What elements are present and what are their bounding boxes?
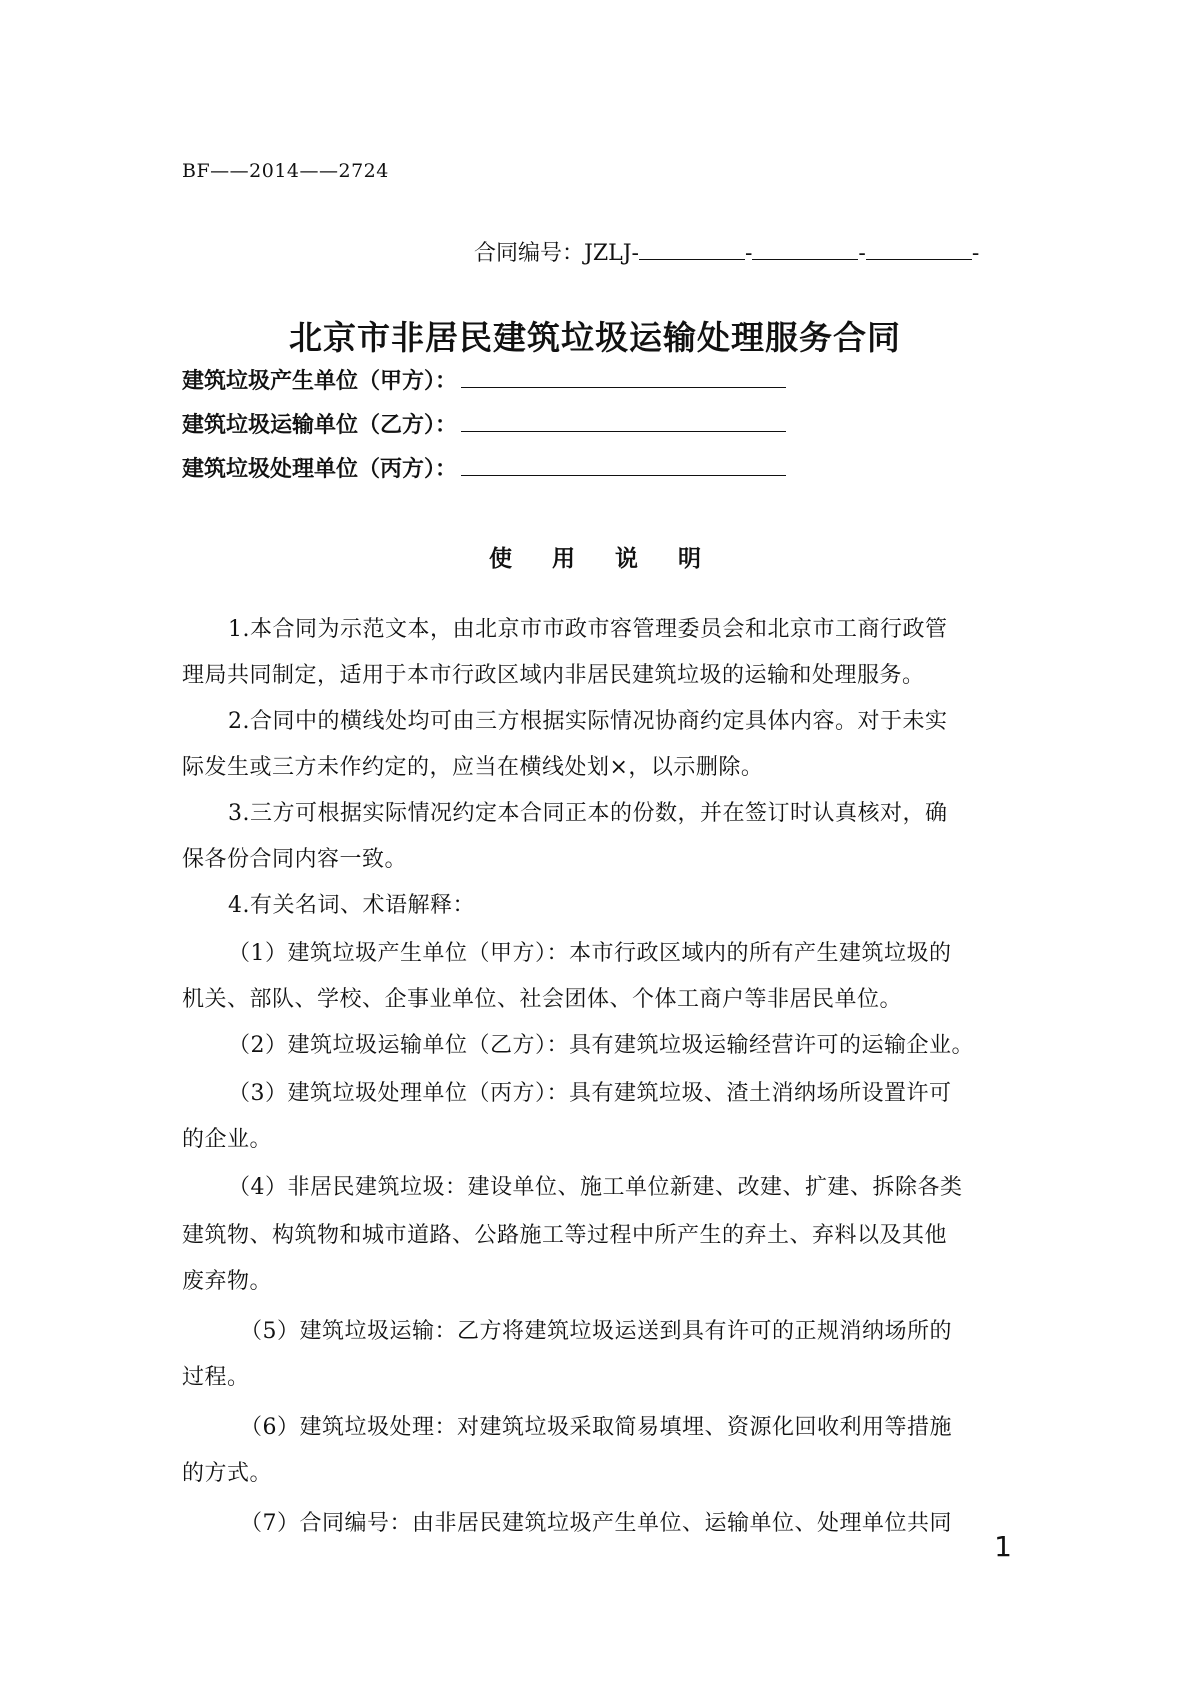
page-number: 1 — [994, 1530, 1012, 1563]
paragraph-line: （2）建筑垃圾运输单位（乙方）：具有建筑垃圾运输经营许可的运输企业。 — [228, 1033, 974, 1058]
contract-number — [474, 236, 979, 267]
party-a-field — [182, 364, 786, 395]
party-c-field — [182, 452, 786, 483]
party-b-blank-line — [461, 409, 786, 432]
paragraph-line: （1）建筑垃圾产生单位（甲方）：本市行政区域内的所有产生建筑垃圾的 — [228, 941, 952, 966]
paragraph-line: （7）合同编号：由非居民建筑垃圾产生单位、运输单位、处理单位共同 — [240, 1511, 952, 1536]
contract-number-blank-3 — [866, 239, 972, 260]
paragraph-line: 1.本合同为示范文本，由北京市市政市容管理委员会和北京市工商行政管 — [228, 617, 948, 642]
contract-number-blank-2 — [752, 239, 858, 260]
contract-number-sep-1: - — [744, 241, 753, 266]
paragraph-line: 际发生或三方未作约定的，应当在横线处划×，以示删除。 — [182, 755, 764, 780]
section-title-instructions: 使 用 说 明 — [489, 546, 701, 572]
document-code: BF——2014——2724 — [182, 160, 389, 182]
paragraph-line: 过程。 — [182, 1365, 250, 1390]
paragraph-line: 机关、部队、学校、企事业单位、社会团体、个体工商户等非居民单位。 — [182, 987, 903, 1012]
party-b-label: 建筑垃圾运输单位（乙方）： — [182, 413, 458, 438]
paragraph-line: 2.合同中的横线处均可由三方根据实际情况协商约定具体内容。对于未实 — [228, 709, 948, 734]
contract-number-label: 合同编号：JZLJ- — [474, 241, 639, 266]
paragraph-line: （5）建筑垃圾运输：乙方将建筑垃圾运送到具有许可的正规消纳场所的 — [240, 1319, 952, 1344]
paragraph-line: 3.三方可根据实际情况约定本合同正本的份数，并在签订时认真核对，确 — [228, 801, 948, 826]
paragraph-line: 建筑物、构筑物和城市道路、公路施工等过程中所产生的弃土、弃料以及其他 — [182, 1223, 948, 1248]
paragraph-line: 保各份合同内容一致。 — [182, 847, 408, 872]
paragraph-line: （6）建筑垃圾处理：对建筑垃圾采取简易填埋、资源化回收利用等措施 — [240, 1415, 952, 1440]
document-title: 北京市非居民建筑垃圾运输处理服务合同 — [289, 318, 901, 357]
paragraph-line: （4）非居民建筑垃圾：建设单位、施工单位新建、改建、扩建、拆除各类 — [228, 1175, 963, 1200]
contract-number-blank-1 — [639, 239, 745, 260]
party-a-label: 建筑垃圾产生单位（甲方）： — [182, 369, 458, 394]
paragraph-line: 的企业。 — [182, 1127, 273, 1152]
paragraph-line: 4.有关名词、术语解释： — [228, 893, 475, 918]
party-c-blank-line — [461, 453, 786, 476]
paragraph-line: （3）建筑垃圾处理单位（丙方）：具有建筑垃圾、渣土消纳场所设置许可 — [228, 1081, 952, 1106]
paragraph-line: 理局共同制定，适用于本市行政区域内非居民建筑垃圾的运输和处理服务。 — [182, 663, 925, 688]
contract-number-sep-3: - — [971, 241, 980, 266]
paragraph-line: 废弃物。 — [182, 1269, 273, 1294]
party-b-field — [182, 408, 786, 439]
paragraph-line: 的方式。 — [182, 1461, 273, 1486]
party-c-label: 建筑垃圾处理单位（丙方）： — [182, 457, 458, 482]
contract-number-sep-2: - — [858, 241, 866, 266]
party-a-blank-line — [461, 365, 786, 388]
